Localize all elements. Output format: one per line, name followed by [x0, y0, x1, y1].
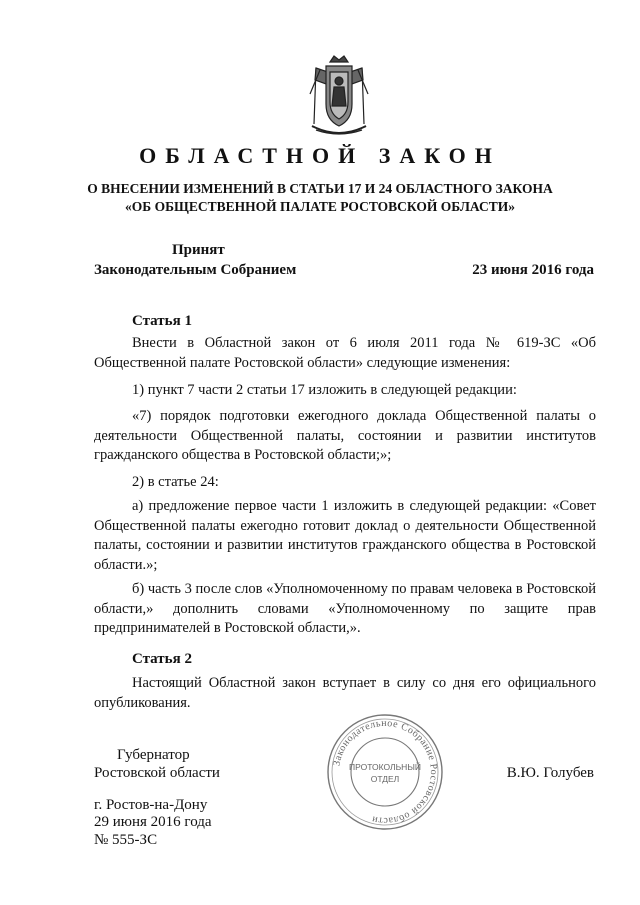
- article-1-paragraph-6: б) часть 3 после слов «Уполномоченному по правам человека в Ростовской области,» дополнить словами «Уполномоченному по защите прав предпринимателей в Ростовской области,».: [94, 581, 596, 636]
- article-1-paragraph-1: Внести в Областной закон от 6 июля 2011 года № 619-ЗС «Об Общественной палате Ростовской области» следующие изменения:: [94, 335, 596, 371]
- signing-date: 29 июня 2016 года: [94, 814, 212, 830]
- article-2-paragraph-1: Настоящий Областной закон вступает в силу со дня его официального опубликования.: [94, 675, 596, 711]
- article-2-heading: Статья 2: [132, 651, 192, 667]
- signatory-name: В.Ю. Голубев: [506, 765, 594, 781]
- document-subtitle-line-1: О ВНЕСЕНИИ ИЗМЕНЕНИЙ В СТАТЬИ 17 И 24 ОБЛАСТНОГО ЗАКОНА: [87, 181, 553, 196]
- adopted-by: Законодательным Собранием: [94, 262, 297, 278]
- signing-city: г. Ростов-на-Дону: [94, 797, 208, 813]
- article-1-paragraph-4: 2) в статье 24:: [132, 474, 219, 490]
- stamp-center-line-1: ПРОТОКОЛЬНЫЙ: [349, 762, 421, 772]
- adopted-label: Принят: [172, 242, 225, 258]
- document-subtitle-line-2: «ОБ ОБЩЕСТВЕННОЙ ПАЛАТЕ РОСТОВСКОЙ ОБЛАСТИ»: [125, 199, 515, 214]
- article-1-paragraph-3: «7) порядок подготовки ежегодного доклада Общественной палаты о деятельности Общественной палаты, состоянии и развитии институтов гражданского общества в Ростовской области;»;: [94, 408, 596, 463]
- stamp-center-line-2: ОТДЕЛ: [370, 774, 400, 784]
- article-1-heading: Статья 1: [132, 313, 192, 329]
- coat-of-arms-emblem: [296, 54, 382, 140]
- signatory-position-line-2: Ростовской области: [94, 765, 220, 781]
- article-1-paragraph-5: а) предложение первое части 1 изложить в следующей редакции: «Совет Общественной палаты ежегодно готовит доклад о деятельности Общественной палаты, состоянии и развитии институтов гражданского общества в Ростовской области.»;: [94, 498, 596, 573]
- article-1-paragraph-2: 1) пункт 7 части 2 статьи 17 изложить в следующей редакции:: [132, 382, 517, 398]
- stamp-ring-text: Законодательное Собрание Ростовской области: [331, 717, 440, 827]
- adoption-date: 23 июня 2016 года: [472, 262, 594, 278]
- official-stamp: [325, 712, 445, 832]
- signatory-position-line-1: Губернатор: [117, 747, 190, 763]
- document-title: ОБЛАСТНОЙ ЗАКОН: [139, 143, 501, 168]
- law-number: № 555-ЗС: [94, 832, 158, 848]
